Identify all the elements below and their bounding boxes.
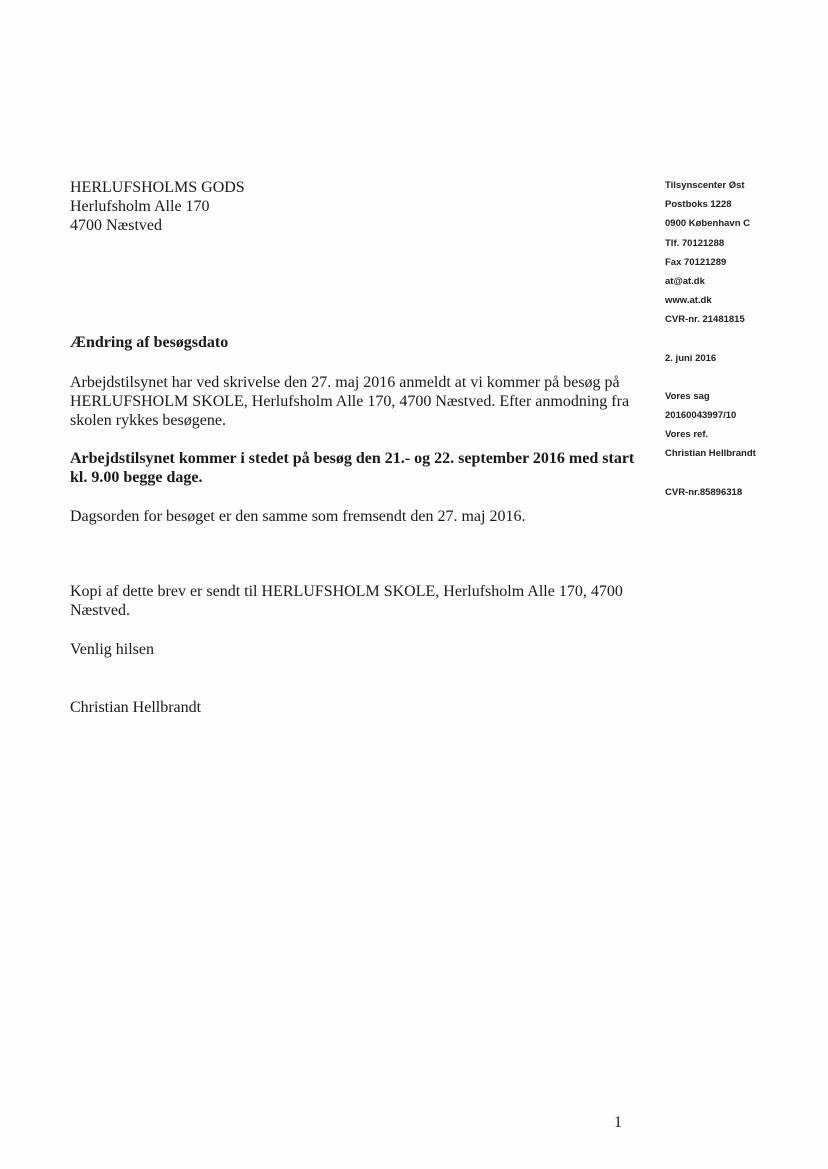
ref-label: Vores ref. — [665, 429, 709, 441]
recipient-address — [70, 178, 430, 235]
page-number: 1 — [614, 1114, 622, 1131]
sender-cvr: CVR-nr. 21481815 — [665, 314, 745, 326]
spacer — [665, 464, 815, 483]
sender-office: Tilsynscenter Øst — [665, 180, 745, 191]
signature-name: Christian Hellbrandt — [70, 699, 202, 716]
sender-phone: Tlf. 70121288 — [665, 237, 725, 249]
sender-email: at@at.dk — [665, 276, 705, 288]
ref-name: Christian Hellbrandt — [665, 448, 756, 460]
spacer — [665, 330, 815, 349]
sender-info-block — [665, 176, 815, 502]
paragraph-agenda: Dagsorden for besøget er den samme som fremsendt den 27. maj 2016. — [70, 508, 526, 525]
sender-fax: Fax 70121289 — [665, 256, 727, 268]
letter-subject: Ændring af besøgsdato — [70, 334, 229, 351]
case-number: 20160043997/10 — [665, 410, 737, 422]
sender-web: www.at.dk — [665, 295, 712, 307]
closing-greeting: Venlig hilsen — [70, 641, 154, 658]
sender-pobox: Postboks 1228 — [665, 199, 732, 211]
spacer — [665, 368, 815, 387]
sender-city: 0900 København C — [665, 218, 750, 230]
recipient-city: 4700 Næstved — [70, 217, 162, 234]
recipient-name: HERLUFSHOLMS GODS — [70, 179, 245, 196]
case-label: Vores sag — [665, 390, 710, 402]
letter-date: 2. juni 2016 — [665, 352, 717, 364]
paragraph-announcement: Arbejdstilsynet har ved skrivelse den 27. maj 2016 anmeldt at vi kommer på besøg på HERLUFSHOLM SKOLE, Herlufsholm Alle 170, 4700 Næstved. Efter anmodning fra skolen rykkes besøgene. — [70, 374, 630, 429]
paragraph-copy-notice: Kopi af dette brev er sendt til HERLUFSHOLM SKOLE, Herlufsholm Alle 170, 4700 Næstved. — [70, 583, 623, 619]
recipient-cvr: CVR-nr.85896318 — [665, 486, 743, 498]
paragraph-new-date: Arbejdstilsynet kommer i stedet på besøg den 21.- og 22. september 2016 med start kl. 9.00 begge dage. — [70, 450, 635, 486]
recipient-street: Herlufsholm Alle 170 — [70, 198, 210, 215]
